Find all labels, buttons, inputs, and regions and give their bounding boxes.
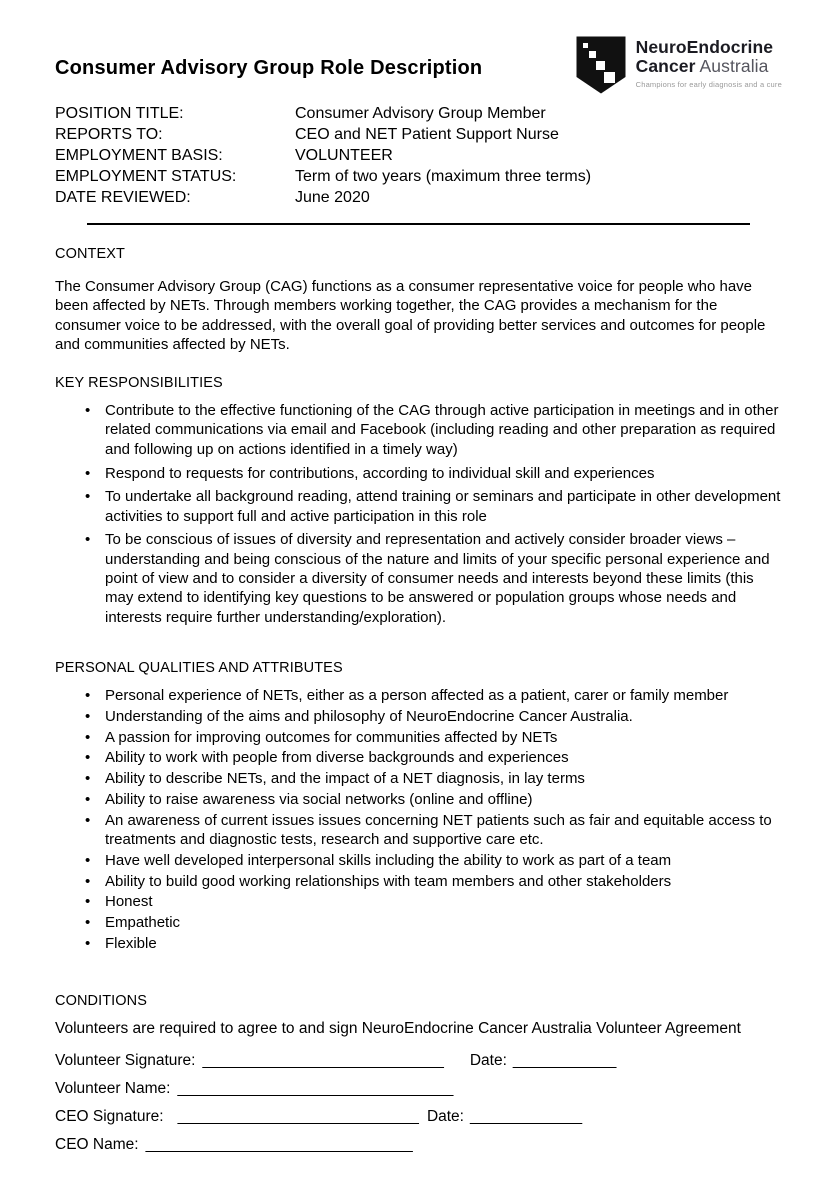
brand-name-line2: [636, 57, 782, 76]
bullet-icon: •: [85, 914, 91, 932]
page-title: Consumer Advisory Group Role Description: [55, 57, 483, 79]
logo-tagline: Champions for early diagnosis and a cure: [635, 80, 782, 89]
signature-label: CEO Signature:: [55, 1108, 164, 1126]
bullet-icon: •: [85, 488, 91, 506]
list-item: • Have well developed interpersonal skills including the ability to work as part of a team: [85, 851, 672, 869]
list-item: • Ability to describe NETs, and the impact of a NET diagnosis, in lay terms: [85, 770, 585, 788]
bullet-icon: •: [85, 935, 91, 953]
list-item: • Empathetic: [85, 914, 181, 932]
meta-label: EMPLOYMENT BASIS:: [55, 147, 223, 164]
signature-label: Volunteer Signature:: [55, 1052, 196, 1070]
bullet-icon: •: [85, 728, 91, 746]
meta-row-reports-to: [55, 124, 782, 145]
list-item: • Respond to requests for contributions, according to individual skill and experiences: [85, 464, 655, 482]
signature-row-volunteer-name: [55, 1080, 782, 1098]
signature-block: [55, 1052, 782, 1154]
context-paragraph: The Consumer Advisory Group (CAG) functions as a consumer representative voice for people who have been affected by NETs. Through members working together, the CAG provides a mechanism for the consumer voice to be addressed, with the overall goal of providing better services and outcomes for people and communities affected by NETs.: [55, 278, 766, 353]
list-item: • An awareness of current issues issues concerning NET patients such as fair and equitable access to treatments and diagnostic tests, research and supportive care etc.: [85, 811, 772, 849]
meta-label: DATE REVIEWED:: [55, 189, 191, 206]
responsibilities-list: [55, 401, 782, 627]
signature-label: CEO Name:: [55, 1136, 139, 1154]
bullet-icon: •: [85, 707, 91, 725]
signature-line: ________________________________: [177, 1080, 454, 1098]
brand-name-line1: NeuroEndocrine: [635, 37, 774, 57]
list-item: • Ability to raise awareness via social networks (online and offline): [85, 790, 533, 808]
brand-name-cancer: Cancer: [635, 56, 696, 76]
list-item: • To be conscious of issues of diversity and representation and actively consider broader views – understanding and being conscious of the nature and limits of your specific personal experience and point of view and to consider a diversity of consumer needs and interests beyond these limits (this may extend to identifying key questions to be answered or population groups whose needs and interests require further understanding/exploration).: [85, 531, 770, 626]
logo-wordmark: [636, 36, 782, 89]
list-item: • Contribute to the effective functioning of the CAG through active participation in meetings and in other related communications via email and Facebook (including reading and other preparation as required and following up on actions identified in a timely way): [85, 402, 779, 458]
signature-line: _______________________________: [145, 1136, 413, 1154]
list-item: • To undertake all background reading, attend training or seminars and participate in other development activities to support full and active participation in this role: [85, 488, 781, 525]
meta-value: June 2020: [295, 189, 370, 206]
list-item: • Personal experience of NETs, either as a person affected as a patient, carer or family member: [85, 686, 729, 704]
date-label: Date:: [469, 1052, 507, 1070]
bullet-icon: •: [85, 464, 91, 482]
date-line: _____________: [470, 1108, 583, 1126]
meta-label: POSITION TITLE:: [55, 105, 184, 122]
meta-row-employment-status: [55, 166, 782, 187]
date-label: Date:: [426, 1108, 464, 1126]
signature-row-ceo-name: [55, 1136, 782, 1154]
logo-pin-icon: [576, 36, 626, 94]
meta-label: EMPLOYMENT STATUS:: [55, 168, 237, 185]
list-item: • Flexible: [85, 935, 157, 953]
meta-row-date-reviewed: [55, 187, 782, 208]
section-heading-responsibilities: KEY RESPONSIBILITIES: [55, 375, 223, 392]
bullet-icon: •: [85, 851, 91, 869]
bullet-icon: •: [85, 686, 91, 704]
signature-row-volunteer-signature: [55, 1052, 782, 1070]
meta-label: REPORTS TO:: [55, 126, 163, 143]
signature-line: ____________________________: [202, 1052, 444, 1070]
section-heading-qualities: PERSONAL QUALITIES AND ATTRIBUTES: [55, 659, 343, 676]
qualities-list: [55, 686, 782, 953]
signature-label: Volunteer Name:: [55, 1080, 171, 1098]
bullet-icon: •: [85, 790, 91, 808]
bullet-icon: •: [85, 770, 91, 788]
list-item: • Understanding of the aims and philosophy of NeuroEndocrine Cancer Australia.: [85, 707, 633, 725]
position-meta: [55, 103, 782, 208]
bullet-icon: •: [85, 872, 91, 890]
meta-value: Consumer Advisory Group Member: [295, 105, 546, 122]
list-item: • Ability to work with people from diverse backgrounds and experiences: [85, 749, 569, 767]
signature-line: ____________________________: [177, 1108, 419, 1126]
brand-name-australia: Australia: [695, 56, 769, 76]
bullet-icon: •: [85, 749, 91, 767]
bullet-icon: •: [85, 402, 91, 420]
meta-row-position-title: [55, 103, 782, 124]
meta-value: VOLUNTEER: [295, 147, 393, 164]
bullet-icon: •: [85, 811, 91, 829]
list-item: • Honest: [85, 893, 153, 911]
org-logo: [576, 36, 782, 94]
section-heading-conditions: CONDITIONS: [55, 993, 148, 1010]
section-divider: [87, 223, 750, 225]
signature-row-ceo-signature: [55, 1108, 782, 1126]
document-header: [55, 36, 782, 94]
conditions-paragraph: Volunteers are required to agree to and sign NeuroEndocrine Cancer Australia Volunteer Agreement: [55, 1020, 741, 1038]
date-line: ____________: [512, 1052, 617, 1070]
bullet-icon: •: [85, 531, 91, 549]
meta-value: Term of two years (maximum three terms): [295, 168, 592, 185]
list-item: • A passion for improving outcomes for communities affected by NETs: [85, 728, 558, 746]
bullet-icon: •: [85, 893, 91, 911]
list-item: • Ability to build good working relationships with team members and other stakeholders: [85, 872, 672, 890]
meta-value: CEO and NET Patient Support Nurse: [295, 126, 559, 143]
section-heading-context: CONTEXT: [55, 246, 125, 262]
meta-row-employment-basis: [55, 145, 782, 166]
